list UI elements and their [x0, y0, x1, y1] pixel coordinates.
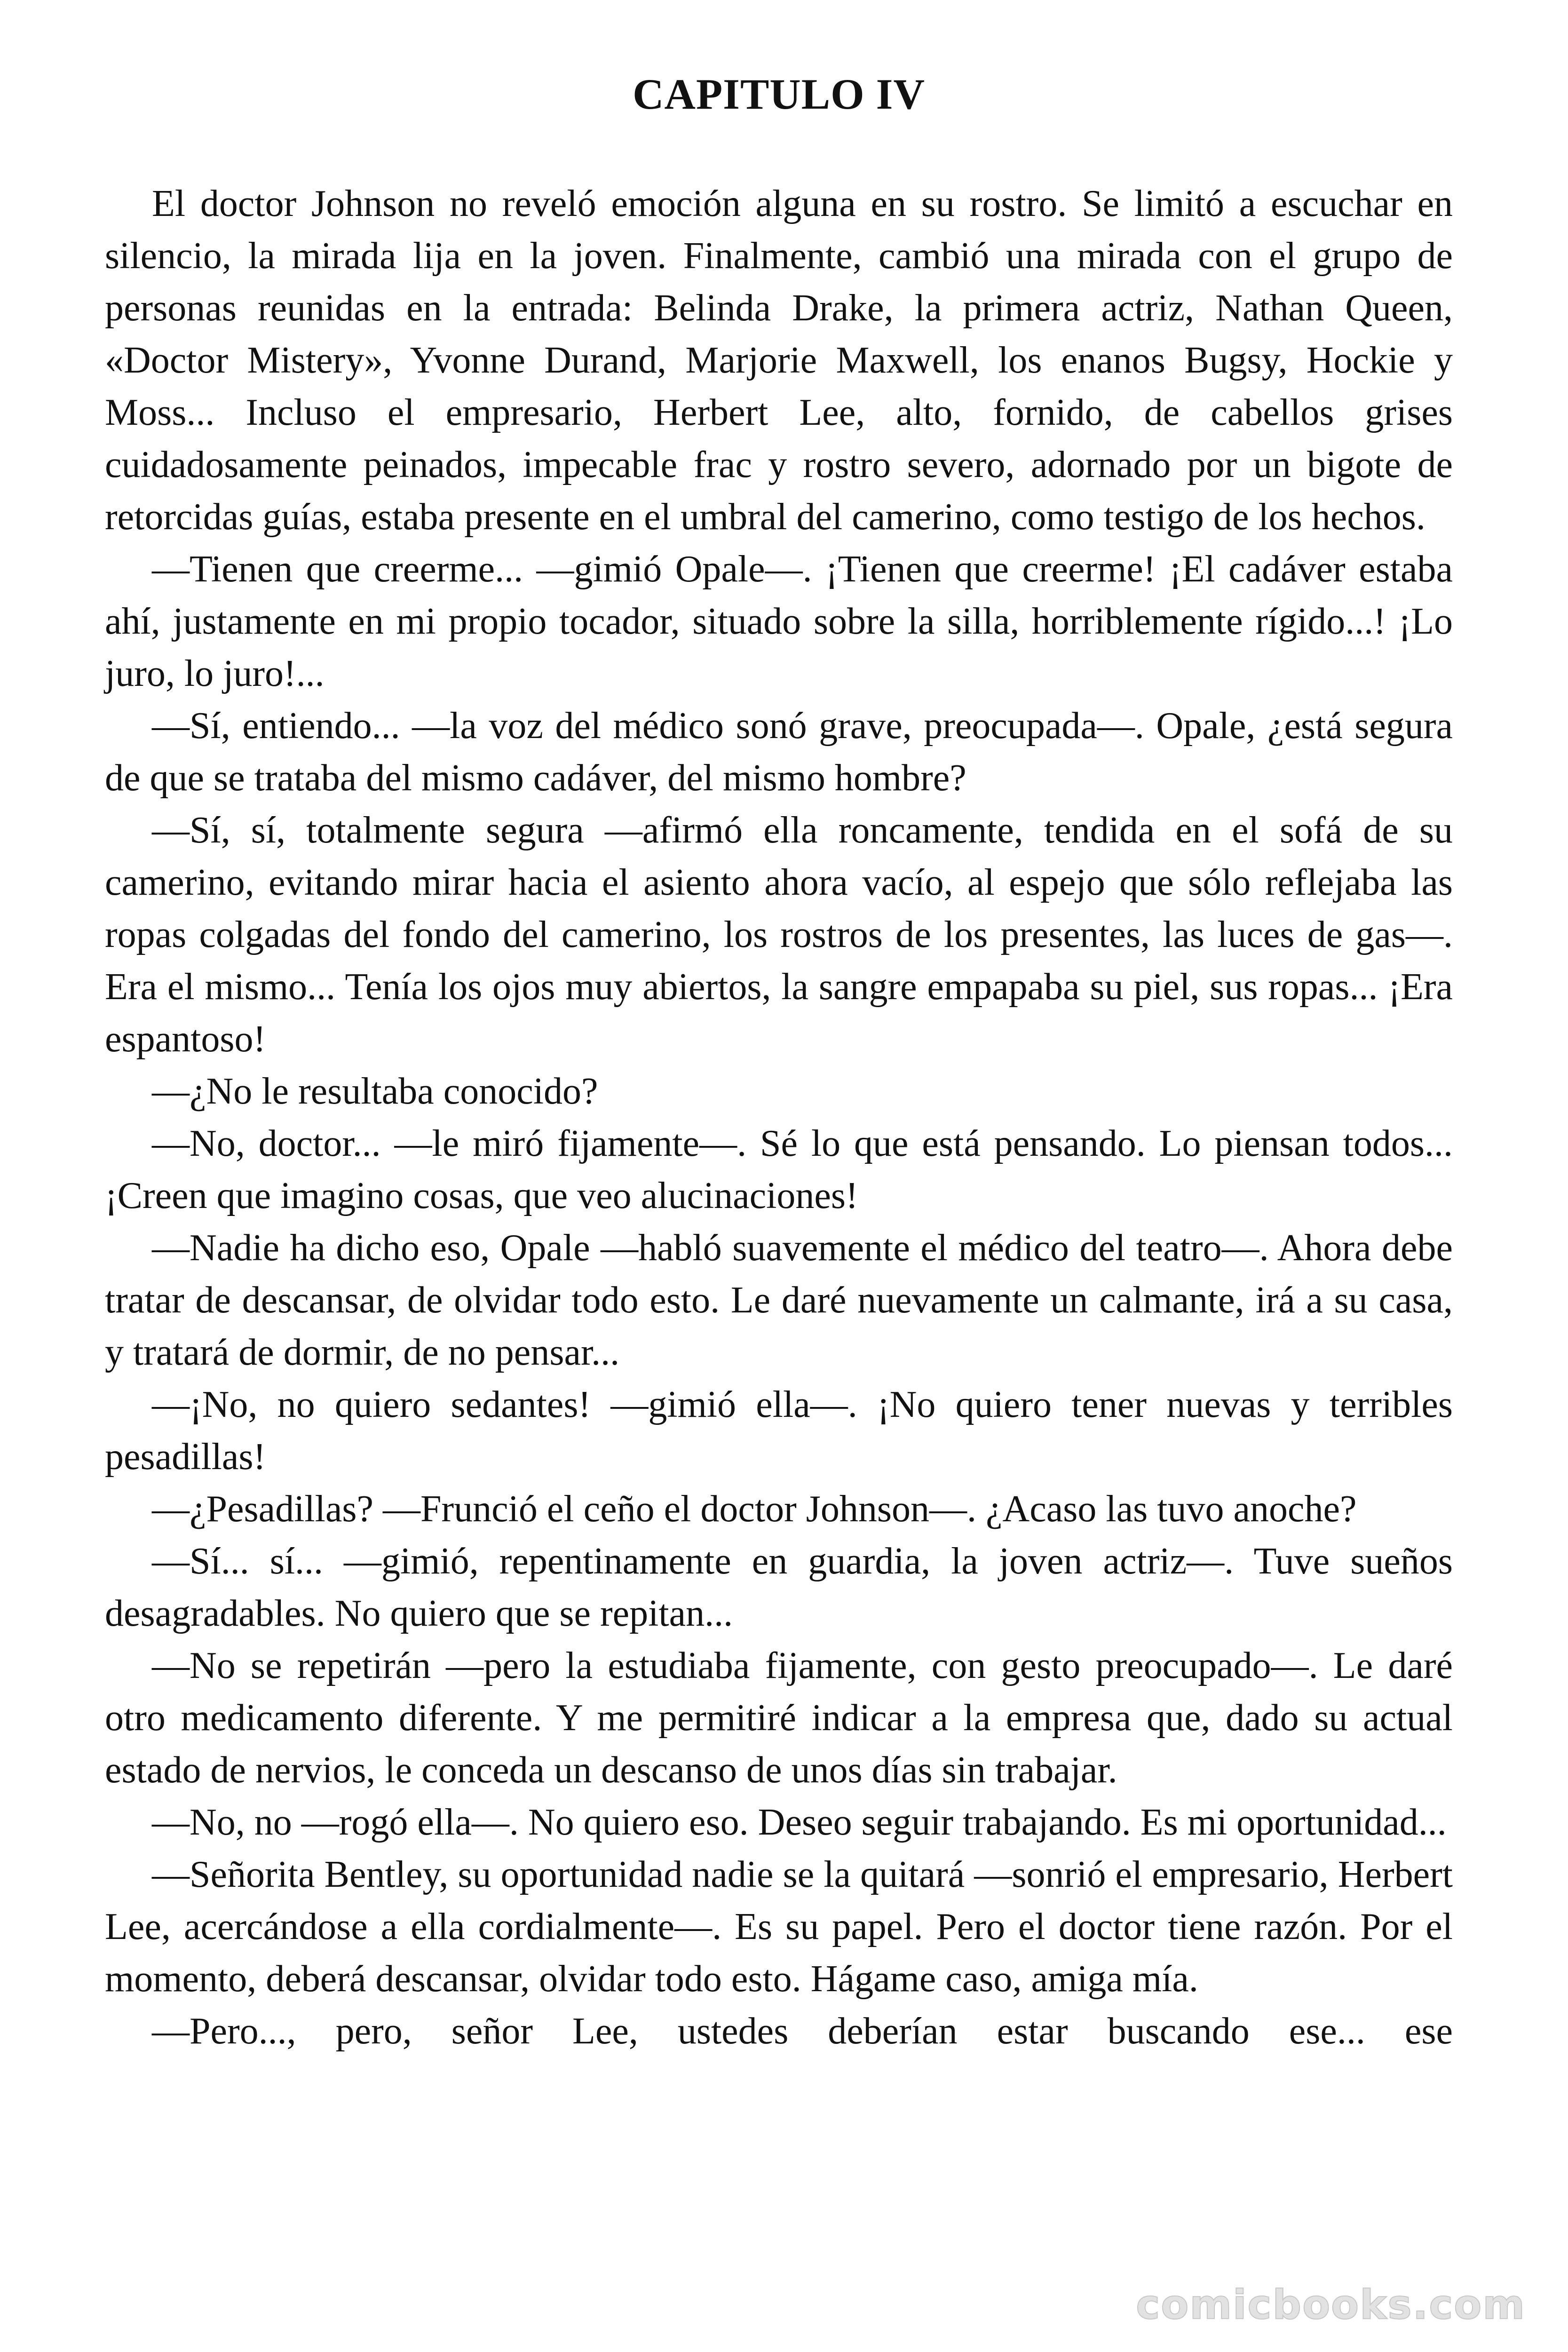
paragraph: —No, no —rogó ella—. No quiero eso. Deseo seguir trabajando. Es mi oportunidad... [152, 1802, 1447, 1843]
paragraph: —Tienen que creerme... —gimió Opale—. ¡Tienen que creerme! ¡El cadáver estaba ahí, justamente en mi propio tocador, situado sobre la silla, horriblemente rígido...! ¡Lo juro, lo juro!... [105, 548, 1453, 694]
paragraph: —No se repetirán —pero la estudiaba fijamente, con gesto preocupado—. Le daré otro medicamento diferente. Y me permitiré indicar a la empresa que, dado su actual estado de nervios, le conceda un descanso de unos días sin trabajar. [105, 1645, 1453, 1791]
paragraph: —Sí, entiendo... —la voz del médico sonó grave, preocupada—. Opale, ¿está segura de que se trataba del mismo cadáver, del mismo hombre? [105, 705, 1453, 799]
watermark: comicbooks.com [1131, 2281, 1530, 2328]
paragraph: —Señorita Bentley, su oportunidad nadie se la quitará —sonrió el empresario, Herbert Lee, acercándose a ella cordialmente—. Es su papel. Pero el doctor tiene razón. Por el momento, deberá descansar, olvidar todo esto. Hágame caso, amiga mía. [105, 1854, 1453, 2000]
paragraph: —No, doctor... —le miró fijamente—. Sé lo que está pensando. Lo piensan todos... ¡Creen que imagino cosas, que veo alucinaciones! [105, 1123, 1453, 1216]
paragraph: —¿No le resultaba conocido? [152, 1071, 598, 1112]
book-page [105, 0, 1453, 2352]
chapter-body [105, 178, 1453, 2058]
paragraph: —¿Pesadillas? —Frunció el ceño el doctor Johnson—. ¿Acaso las tuvo anoche? [152, 1488, 1357, 1530]
paragraph: El doctor Johnson no reveló emoción alguna en su rostro. Se limitó a escuchar en silencio, la mirada lija en la joven. Finalmente, cambió una mirada con el grupo de personas reunidas en la entrada: Belinda Drake, la primera actriz, Nathan Queen, «Doctor Mistery», Yvonne Durand, Marjorie Maxwell, los enanos Bugsy, Hockie y Moss... Incluso el empresario, Herbert Lee, alto, fornido, de cabellos grises cuidadosamente peinados, impecable frac y rostro severo, adornado por un bigote de retorcidas guías, estaba presente en el umbral del camerino, como testigo de los hechos. [105, 183, 1453, 538]
paragraph: —Sí, sí, totalmente segura —afirmó ella roncamente, tendida en el sofá de su camerino, evitando mirar hacia el asiento ahora vacío, al espejo que sólo reflejaba las ropas colgadas del fondo del camerino, los rostros de los presentes, las luces de gas—. Era el mismo... Tenía los ojos muy abiertos, la sangre empapaba su piel, sus ropas... ¡Era espantoso! [105, 810, 1453, 1060]
paragraph: —Sí... sí... —gimió, repentinamente en guardia, la joven actriz—. Tuve sueños desagradables. No quiero que se repitan... [105, 1541, 1453, 1634]
chapter-title: CAPITULO IV [633, 70, 925, 118]
paragraph: —¡No, no quiero sedantes! —gimió ella—. ¡No quiero tener nuevas y terribles pesadillas! [105, 1384, 1453, 1478]
paragraph: —Nadie ha dicho eso, Opale —habló suavemente el médico del teatro—. Ahora debe tratar de descansar, de olvidar todo esto. Le daré nuevamente un calmante, irá a su casa, y tratará de dormir, de no pensar... [105, 1227, 1453, 1373]
paragraph-continued: —Pero..., pero, señor Lee, ustedes deberían estar buscando ese... ese [152, 2010, 1453, 2052]
